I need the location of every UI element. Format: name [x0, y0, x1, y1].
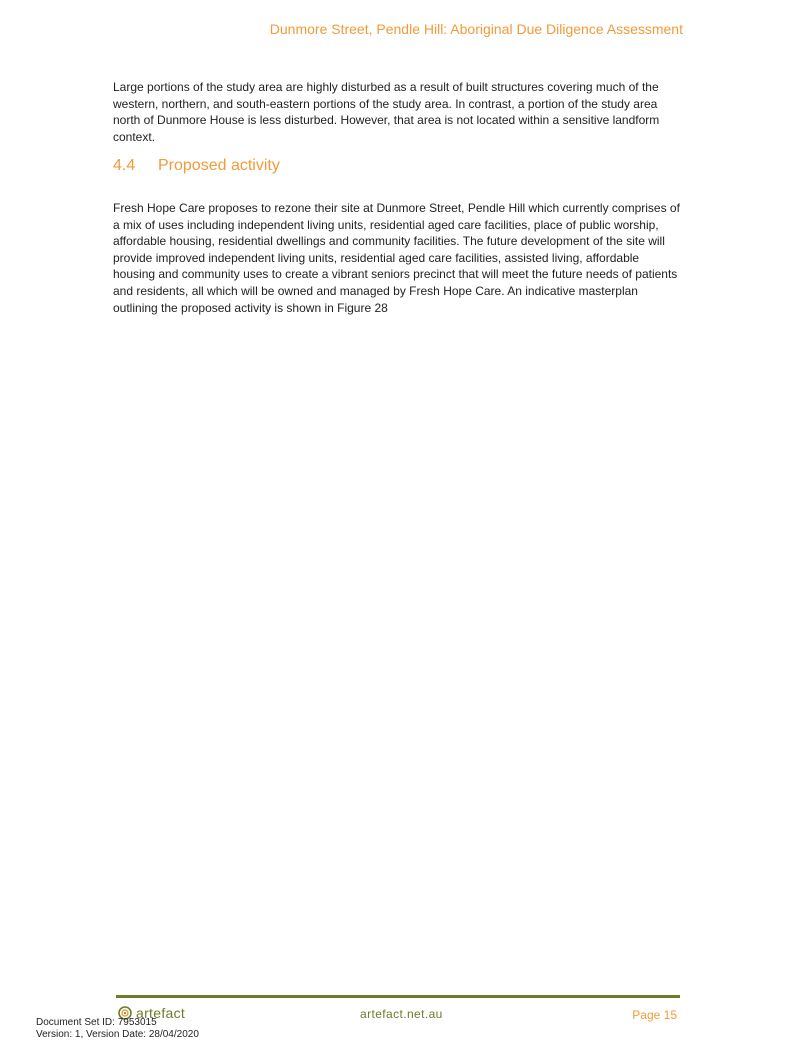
- page-number: Page 15: [632, 1008, 677, 1022]
- body-paragraph: Fresh Hope Care proposes to rezone their site at Dunmore Street, Pendle Hill which currently comprises of a mix of uses including independent living units, residential aged care facilities, place of public worship, affordable housing, residential dwellings and community facilities. The future development of the site will provide improved independent living units, residential aged care facilities, assisted living, affordable housing and community uses to create a vibrant seniors precinct that will meet the future needs of patients and residents, all which will be owned and managed by Fresh Hope Care. An indicative masterplan outlining the proposed activity is shown in Figure 28: [113, 201, 680, 315]
- document-set-info: [36, 1017, 199, 1041]
- document-header-title: Dunmore Street, Pendle Hill: Aboriginal Due Diligence Assessment: [269, 21, 683, 37]
- section-title: Proposed activity: [158, 157, 280, 174]
- logo-wordmark: artefact: [136, 1005, 186, 1021]
- footer-divider: [116, 995, 680, 998]
- section-number: 4.4: [113, 157, 136, 174]
- document-version: Version: 1, Version Date: 28/04/2020: [36, 1029, 199, 1040]
- section-heading: [113, 157, 280, 175]
- footer-website-link[interactable]: artefact.net.au: [360, 1007, 443, 1021]
- body-paragraph: Large portions of the study area are highly disturbed as a result of built structures covering much of the western, northern, and south-eastern portions of the study area. In contrast, a portion of the study area north of Dunmore House is less disturbed. However, that area is not located within a sensitive landform context.: [113, 80, 660, 144]
- document-set-id: Document Set ID: 7953015: [36, 1017, 157, 1028]
